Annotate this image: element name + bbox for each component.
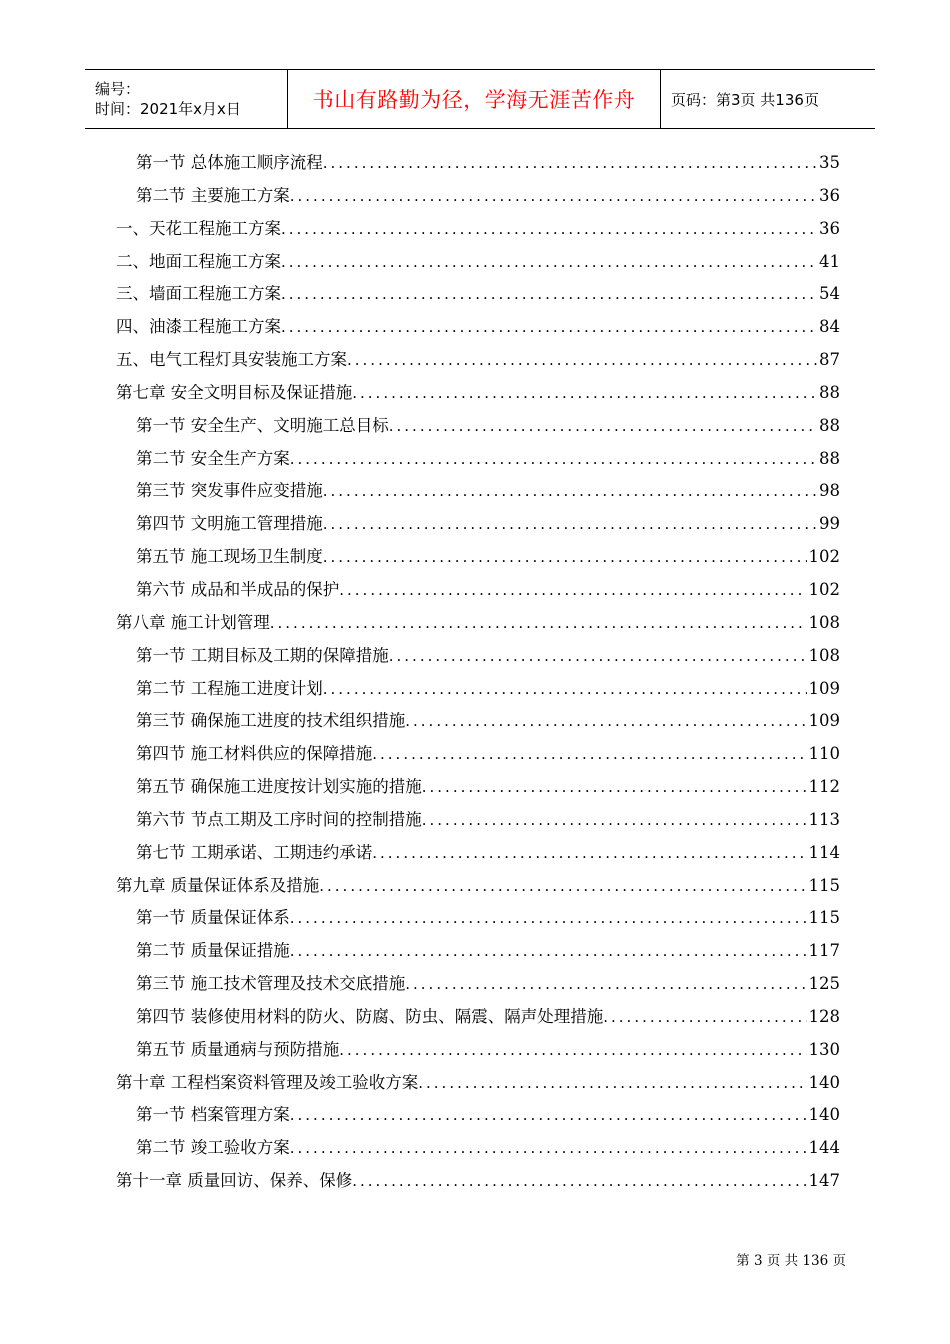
- toc-entry-page: 109: [808, 678, 840, 698]
- toc-entry-title: 第二节 质量保证措施: [136, 941, 290, 961]
- toc-entry[interactable]: [116, 1165, 840, 1198]
- toc-entry-title: 第一节 工期目标及工期的保障措施: [136, 645, 389, 665]
- toc-dot-leader: [290, 180, 817, 213]
- toc-entry[interactable]: [116, 870, 840, 903]
- toc-entry-title: 第六节 成品和半成品的保护: [136, 579, 340, 599]
- toc-entry-page: 108: [808, 612, 840, 632]
- toc-dot-leader: [405, 968, 806, 1001]
- toc-entry-title: 第七章 安全文明目标及保证措施: [116, 382, 353, 402]
- toc-dot-leader: [323, 673, 807, 706]
- page-header: [85, 69, 875, 129]
- toc-dot-leader: [372, 837, 806, 870]
- toc-entry-page: 113: [808, 809, 840, 829]
- toc-entry[interactable]: [116, 574, 840, 607]
- toc-entry-title: 第五节 施工现场卫生制度: [136, 547, 323, 567]
- toc-entry-page: 114: [808, 842, 840, 862]
- toc-entry[interactable]: [116, 147, 840, 180]
- toc-entry-title: 第三节 确保施工进度的技术组织措施: [136, 711, 406, 731]
- toc-entry-title: 第一节 质量保证体系: [136, 908, 290, 928]
- toc-entry-page: 140: [808, 1105, 840, 1125]
- toc-dot-leader: [422, 771, 807, 804]
- toc-dot-leader: [418, 1067, 806, 1100]
- toc-entry[interactable]: [116, 1034, 840, 1067]
- toc-entry[interactable]: [116, 1001, 840, 1034]
- toc-entry-page: 88: [819, 448, 840, 468]
- toc-entry-page: 112: [808, 777, 840, 797]
- toc-dot-leader: [290, 1099, 807, 1132]
- toc-entry-title: 五、电气工程灯具安装施工方案: [116, 350, 347, 370]
- toc-entry[interactable]: [116, 640, 840, 673]
- toc-dot-leader: [422, 804, 807, 837]
- motto-text: 书山有路勤为径，学海无涯苦作舟: [312, 88, 636, 112]
- toc-dot-leader: [405, 705, 806, 738]
- toc-entry-title: 第九章 质量保证体系及措施: [116, 875, 320, 895]
- number-label: 编号：: [95, 80, 141, 98]
- toc-entry[interactable]: [116, 705, 840, 738]
- table-of-contents: [116, 147, 840, 1198]
- header-page-number: 页码：第3页 共136页: [671, 90, 819, 109]
- toc-entry-title: 第十一章 质量回访、保养、保修: [116, 1171, 353, 1191]
- toc-entry-page: 98: [819, 481, 840, 501]
- toc-entry-title: 第四节 施工材料供应的保障措施: [136, 744, 373, 764]
- toc-entry[interactable]: [116, 246, 840, 279]
- toc-dot-leader: [319, 870, 806, 903]
- toc-dot-leader: [389, 410, 817, 443]
- toc-dot-leader: [290, 902, 807, 935]
- toc-entry-page: 115: [808, 908, 840, 928]
- toc-entry-title: 第五节 质量通病与预防措施: [136, 1039, 340, 1059]
- toc-dot-leader: [339, 574, 806, 607]
- toc-entry-page: 99: [819, 514, 840, 534]
- toc-entry[interactable]: [116, 673, 840, 706]
- toc-entry[interactable]: [116, 278, 840, 311]
- toc-entry-title: 第十章 工程档案资料管理及竣工验收方案: [116, 1072, 419, 1092]
- toc-entry-page: 109: [808, 711, 840, 731]
- toc-entry-page: 117: [808, 941, 840, 961]
- toc-entry-page: 115: [808, 875, 840, 895]
- toc-dot-leader: [352, 377, 817, 410]
- toc-entry[interactable]: [116, 475, 840, 508]
- toc-entry[interactable]: [116, 738, 840, 771]
- toc-entry-page: 128: [808, 1006, 840, 1026]
- toc-dot-leader: [281, 278, 817, 311]
- toc-entry-page: 140: [808, 1072, 840, 1092]
- toc-entry-page: 36: [819, 185, 840, 205]
- toc-entry-page: 110: [808, 744, 840, 764]
- toc-dot-leader: [281, 246, 817, 279]
- toc-entry-page: 35: [819, 153, 840, 172]
- toc-entry-title: 第七节 工期承诺、工期违约承诺: [136, 842, 373, 862]
- toc-entry-title: 第五节 确保施工进度按计划实施的措施: [136, 777, 422, 797]
- toc-dot-leader: [347, 344, 817, 377]
- toc-dot-leader: [281, 311, 817, 344]
- toc-entry-title: 三、墙面工程施工方案: [116, 284, 281, 304]
- toc-entry[interactable]: [116, 311, 840, 344]
- toc-entry[interactable]: [116, 968, 840, 1001]
- toc-entry-page: 147: [808, 1171, 840, 1191]
- toc-entry-page: 144: [808, 1138, 840, 1158]
- toc-entry-title: 第一节 档案管理方案: [136, 1105, 290, 1125]
- toc-entry-page: 102: [808, 547, 840, 567]
- toc-dot-leader: [323, 508, 817, 541]
- toc-entry-page: 41: [819, 251, 840, 271]
- toc-dot-leader: [389, 640, 807, 673]
- toc-entry-title: 二、地面工程施工方案: [116, 251, 281, 271]
- toc-entry-title: 第一节 安全生产、文明施工总目标: [136, 415, 389, 435]
- toc-entry-page: 88: [819, 382, 840, 402]
- toc-entry-page: 102: [808, 579, 840, 599]
- toc-entry-page: 87: [819, 350, 840, 370]
- toc-entry[interactable]: [116, 213, 840, 246]
- toc-dot-leader: [290, 1132, 807, 1165]
- toc-dot-leader: [281, 213, 817, 246]
- toc-entry[interactable]: [116, 410, 840, 443]
- toc-entry[interactable]: [116, 344, 840, 377]
- toc-dot-leader: [352, 1165, 806, 1198]
- toc-dot-leader: [323, 147, 817, 180]
- toc-entry-title: 第二节 竣工验收方案: [136, 1138, 290, 1158]
- toc-dot-leader: [290, 443, 817, 476]
- toc-entry[interactable]: [116, 804, 840, 837]
- toc-entry[interactable]: [116, 771, 840, 804]
- toc-entry-title: 第六节 节点工期及工序时间的控制措施: [136, 809, 422, 829]
- toc-entry-title: 第一节 总体施工顺序流程: [136, 153, 323, 172]
- header-motto-cell: [287, 70, 661, 128]
- toc-entry-page: 130: [808, 1039, 840, 1059]
- toc-entry[interactable]: [116, 508, 840, 541]
- toc-entry-title: 第八章 施工计划管理: [116, 612, 270, 632]
- toc-entry-title: 第三节 施工技术管理及技术交底措施: [136, 974, 406, 994]
- toc-dot-leader: [372, 738, 806, 771]
- toc-entry[interactable]: [116, 443, 840, 476]
- toc-entry[interactable]: [116, 377, 840, 410]
- toc-entry-title: 第二节 安全生产方案: [136, 448, 290, 468]
- date-label: 时间：2021年x月x日: [95, 100, 241, 118]
- toc-entry-title: 第三节 突发事件应变措施: [136, 481, 323, 501]
- toc-entry-title: 一、天花工程施工方案: [116, 218, 281, 238]
- toc-dot-leader: [339, 1034, 806, 1067]
- toc-entry[interactable]: [116, 180, 840, 213]
- toc-entry[interactable]: [116, 837, 840, 870]
- toc-entry[interactable]: [116, 1067, 840, 1100]
- toc-entry-page: 125: [808, 974, 840, 994]
- toc-entry[interactable]: [116, 541, 840, 574]
- toc-entry-page: 84: [819, 317, 840, 337]
- header-page-cell: [661, 70, 875, 128]
- toc-entry-title: 第二节 主要施工方案: [136, 185, 290, 205]
- toc-dot-leader: [323, 475, 817, 508]
- toc-entry[interactable]: [116, 1132, 840, 1165]
- toc-entry-page: 54: [819, 284, 840, 304]
- toc-entry[interactable]: [116, 1099, 840, 1132]
- toc-entry-page: 108: [808, 645, 840, 665]
- toc-entry-title: 第二节 工程施工进度计划: [136, 678, 323, 698]
- toc-entry-title: 第四节 装修使用材料的防火、防腐、防虫、隔震、隔声处理措施: [136, 1006, 604, 1026]
- toc-entry[interactable]: [116, 902, 840, 935]
- toc-entry-title: 四、油漆工程施工方案: [116, 317, 281, 337]
- header-meta: [85, 70, 287, 128]
- toc-dot-leader: [290, 935, 807, 968]
- toc-entry[interactable]: [116, 607, 840, 640]
- toc-dot-leader: [603, 1001, 806, 1034]
- toc-dot-leader: [323, 541, 807, 574]
- toc-entry[interactable]: [116, 935, 840, 968]
- toc-entry-title: 第四节 文明施工管理措施: [136, 514, 323, 534]
- toc-entry-page: 88: [819, 415, 840, 435]
- toc-dot-leader: [270, 607, 807, 640]
- page-footer: 第 3 页 共 136 页: [736, 1253, 846, 1269]
- toc-entry-page: 36: [819, 218, 840, 238]
